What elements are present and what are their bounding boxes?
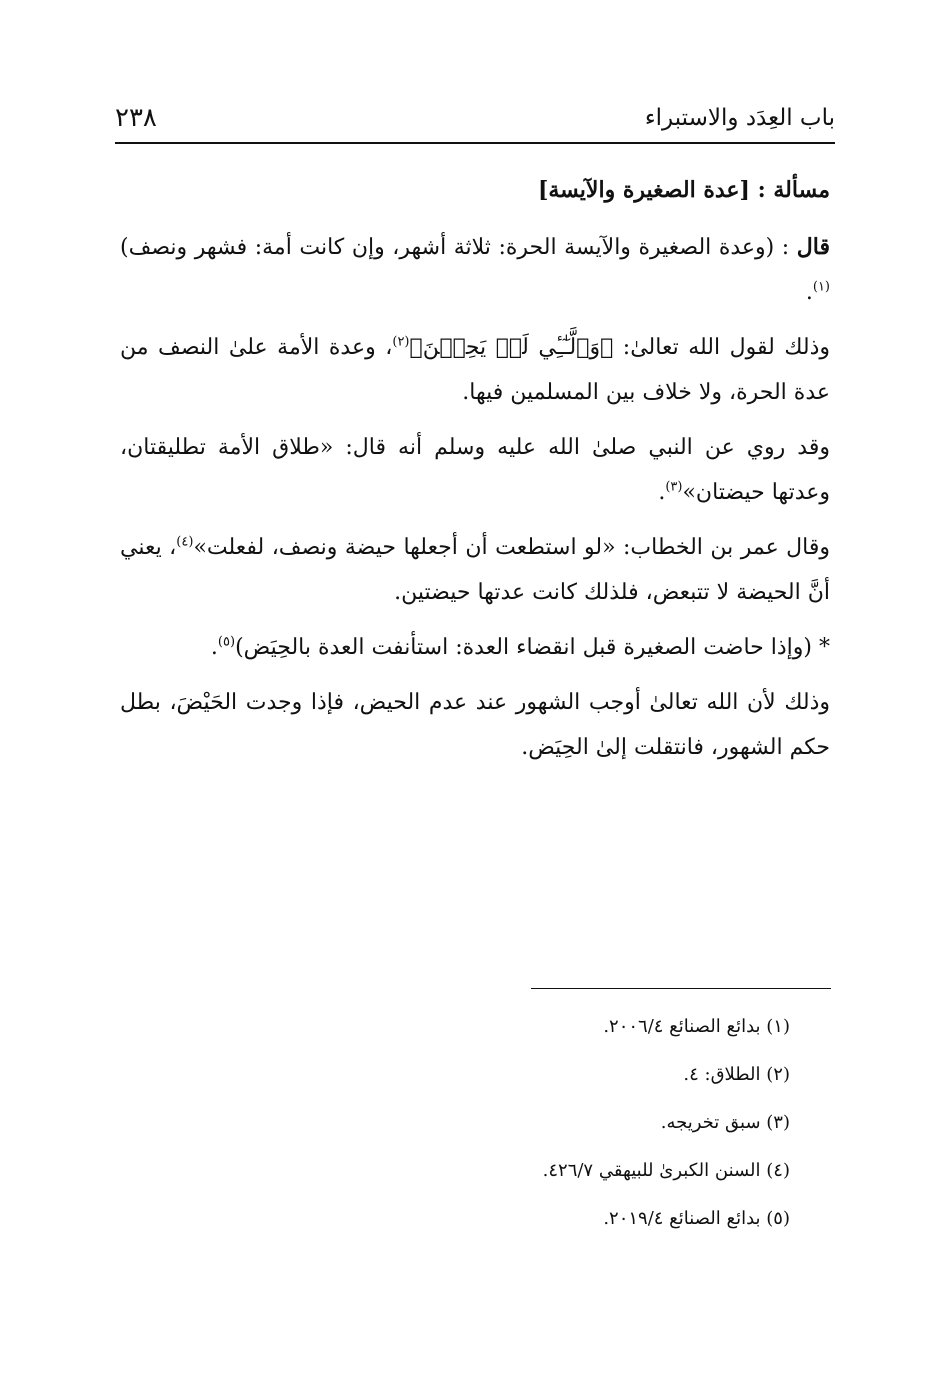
page-number: ٢٣٨: [115, 103, 157, 133]
paragraph-4: [120, 525, 830, 615]
footnote-1: (١) بدائع الصنائع ٢٠٠٦/٤.: [603, 1016, 790, 1037]
running-header: [115, 96, 835, 140]
footnote-ref-3[interactable]: (٣): [665, 479, 683, 495]
paragraph-5-tail: .: [210, 635, 218, 660]
footnote-5: (٥) بدائع الصنائع ٢٠١٩/٤.: [603, 1208, 790, 1229]
footnote-rule: [531, 988, 831, 989]
paragraph-4-text: وقال عمر بن الخطاب: «لو استطعت أن أجعلها حيضة ونصف، لفعلت»: [193, 535, 830, 560]
paragraph-1: [120, 225, 830, 315]
paragraph-1-tail: .: [805, 280, 813, 305]
paragraph-3: [120, 425, 830, 515]
footnote-ref-4[interactable]: (٤): [176, 534, 194, 550]
footnote-ref-1[interactable]: (١): [812, 279, 830, 295]
paragraph-6: وذلك لأن الله تعالىٰ أوجب الشهور عند عدم الحيض، فإذا وجدت الحَيْضَ، بطل حكم الشهور، فانتقلت إلىٰ الحِيَض.: [120, 690, 830, 760]
paragraph-3-tail: .: [658, 480, 666, 505]
footnote-ref-5[interactable]: (٥): [217, 634, 236, 650]
paragraph-2: [120, 325, 830, 415]
paragraph-5-text: * (وإذا حاضت الصغيرة قبل انقضاء العدة: استأنفت العدة بالحِيَض): [235, 635, 830, 660]
footnote-3: (٣) سبق تخريجه.: [660, 1112, 790, 1133]
paragraph-5: [120, 625, 830, 670]
footnote-ref-2[interactable]: (٢): [392, 334, 410, 350]
header-rule: [115, 142, 835, 144]
paragraph-2-text: وذلك لقول الله تعالىٰ: ﴿وَٱلَّـٰٓـِٔي لَمۡ يَحِضۡنَ﴾: [409, 335, 830, 360]
main-text: [120, 168, 830, 780]
footnotes: [120, 1003, 790, 1243]
footnote-2: (٢) الطلاق: ٤.: [683, 1064, 790, 1085]
footnote-4: (٤) السنن الكبرىٰ للبيهقي ٤٢٦/٧.: [542, 1160, 790, 1181]
qala-label: قال: [796, 234, 830, 260]
paragraph-1-text: : (وعدة الصغيرة والآيسة الحرة: ثلاثة أشهر، وإن كانت أمة: فشهر ونصف): [120, 235, 797, 260]
chapter-title: باب العِدَد والاستبراء: [644, 105, 835, 131]
paragraph-2-tail: ، وعدة الأمة علىٰ النصف من عدة الحرة، ولا خلاف بين المسلمين فيها.: [120, 335, 830, 405]
paragraph-3-text: وقد روي عن النبي صلىٰ الله عليه وسلم أنه قال: «طلاق الأمة تطليقتان، وعدتها حيضتان»: [120, 435, 830, 505]
issue-heading: مسألة : [عدة الصغيرة والآيسة]: [537, 177, 830, 203]
paragraph-4-tail: ، يعني أنَّ الحيضة لا تتبعض، فلذلك كانت عدتها حيضتين.: [120, 535, 830, 605]
